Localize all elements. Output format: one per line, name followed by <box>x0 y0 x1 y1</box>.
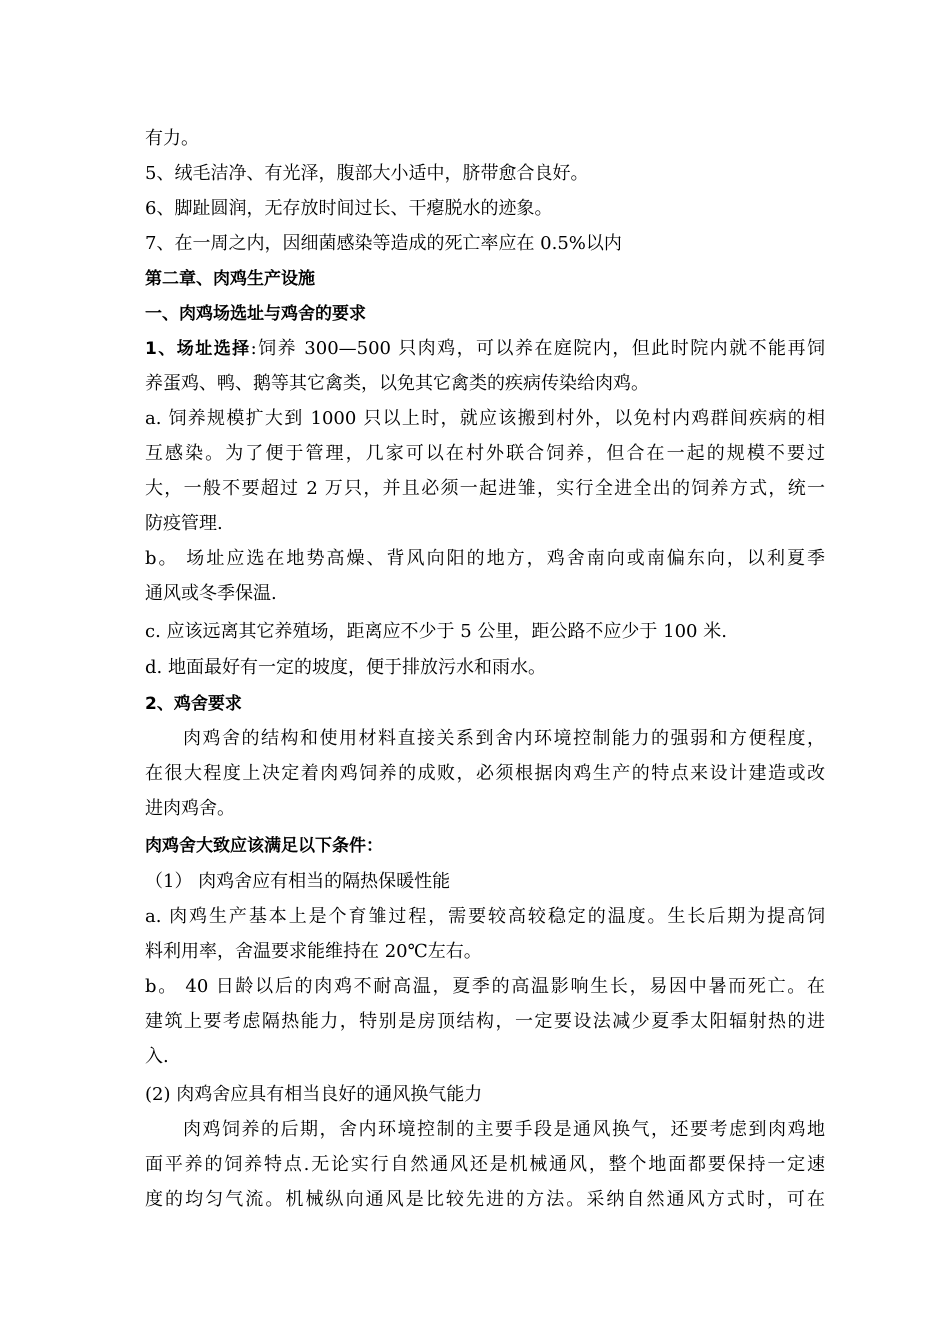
text-line: （1） 肉鸡舍应有相当的隔热保暖性能 <box>145 871 451 892</box>
text-line: 5、绒毛洁净、有光泽，腹部大小适中，脐带愈合良好。 <box>145 163 589 184</box>
text-line <box>145 337 825 361</box>
text-line: b。 40 日龄以后的肉鸡不耐高温，夏季的高温影响生长，易因中暑而死亡。在 <box>145 976 825 997</box>
text-line: 6、脚趾圆润，无存放时间过长、干瘪脱水的迹象。 <box>145 198 553 219</box>
text-line: 有力。 <box>145 128 199 149</box>
section-heading: 肉鸡舍大致应该满足以下条件： <box>145 836 383 856</box>
chapter-heading: 第二章、肉鸡生产设施 <box>145 269 315 289</box>
text-line: c. 应该远离其它养殖场，距离应不少于 5 公里，距公路不应少于 100 米. <box>145 621 727 642</box>
subsection-heading: 1、场址选择 <box>145 339 251 359</box>
text-line: 入. <box>145 1046 169 1067</box>
text-line: 肉鸡舍的结构和使用材料直接关系到舍内环境控制能力的强弱和方便程度， <box>183 728 825 749</box>
text-line: 大，一般不要超过 2 万只，并且必须一起进雏，实行全进全出的饲养方式，统一 <box>145 478 825 499</box>
section-heading: 一、肉鸡场选址与鸡舍的要求 <box>145 304 366 324</box>
text-line: a. 饲养规模扩大到 1000 只以上时，就应该搬到村外，以免村内鸡群间疾病的相 <box>145 408 825 429</box>
text-line: 面平养的饲养特点.无论实行自然通风还是机械通风，整个地面都要保持一定速 <box>145 1154 825 1175</box>
text-line: 养蛋鸡、鸭、鹅等其它禽类，以免其它禽类的疾病传染给肉鸡。 <box>145 373 649 394</box>
text-line: b。 场址应选在地势高燥、背风向阳的地方，鸡舍南向或南偏东向，以利夏季 <box>145 548 825 569</box>
text-line: 料利用率，舍温要求能维持在 20℃左右。 <box>145 941 482 962</box>
text-line: 防疫管理. <box>145 513 223 534</box>
text-line: 互感染。为了便于管理，几家可以在村外联合饲养，但合在一起的规模不要过 <box>145 443 825 464</box>
text-line: 在很大程度上决定着肉鸡饲养的成败，必须根据肉鸡生产的特点来设计建造或改 <box>145 763 825 784</box>
text-line: a. 肉鸡生产基本上是个育雏过程，需要较高较稳定的温度。生长后期为提高饲 <box>145 906 825 927</box>
text-line: 通风或冬季保温. <box>145 583 277 604</box>
text-line: (2) 肉鸡舍应具有相当良好的通风换气能力 <box>145 1084 483 1105</box>
text-line: 肉鸡饲养的后期，舍内环境控制的主要手段是通风换气，还要考虑到肉鸡地 <box>183 1119 825 1140</box>
text-line: 度的均匀气流。机械纵向通风是比较先进的方法。采纳自然通风方式时，可在 <box>145 1189 825 1210</box>
text-run: :饲养 300—500 只肉鸡，可以养在庭院内，但此时院内就不能再饲 <box>250 338 825 359</box>
text-line: 7、在一周之内，因细菌感染等造成的死亡率应在 0.5%以内 <box>145 233 622 254</box>
text-line: 建筑上要考虑隔热能力，特别是房顶结构，一定要设法减少夏季太阳辐射热的进 <box>145 1011 825 1032</box>
text-line: d. 地面最好有一定的坡度，便于排放污水和雨水。 <box>145 657 546 678</box>
text-line: 进肉鸡舍。 <box>145 798 235 819</box>
subsection-heading: 2、鸡舍要求 <box>145 694 242 714</box>
